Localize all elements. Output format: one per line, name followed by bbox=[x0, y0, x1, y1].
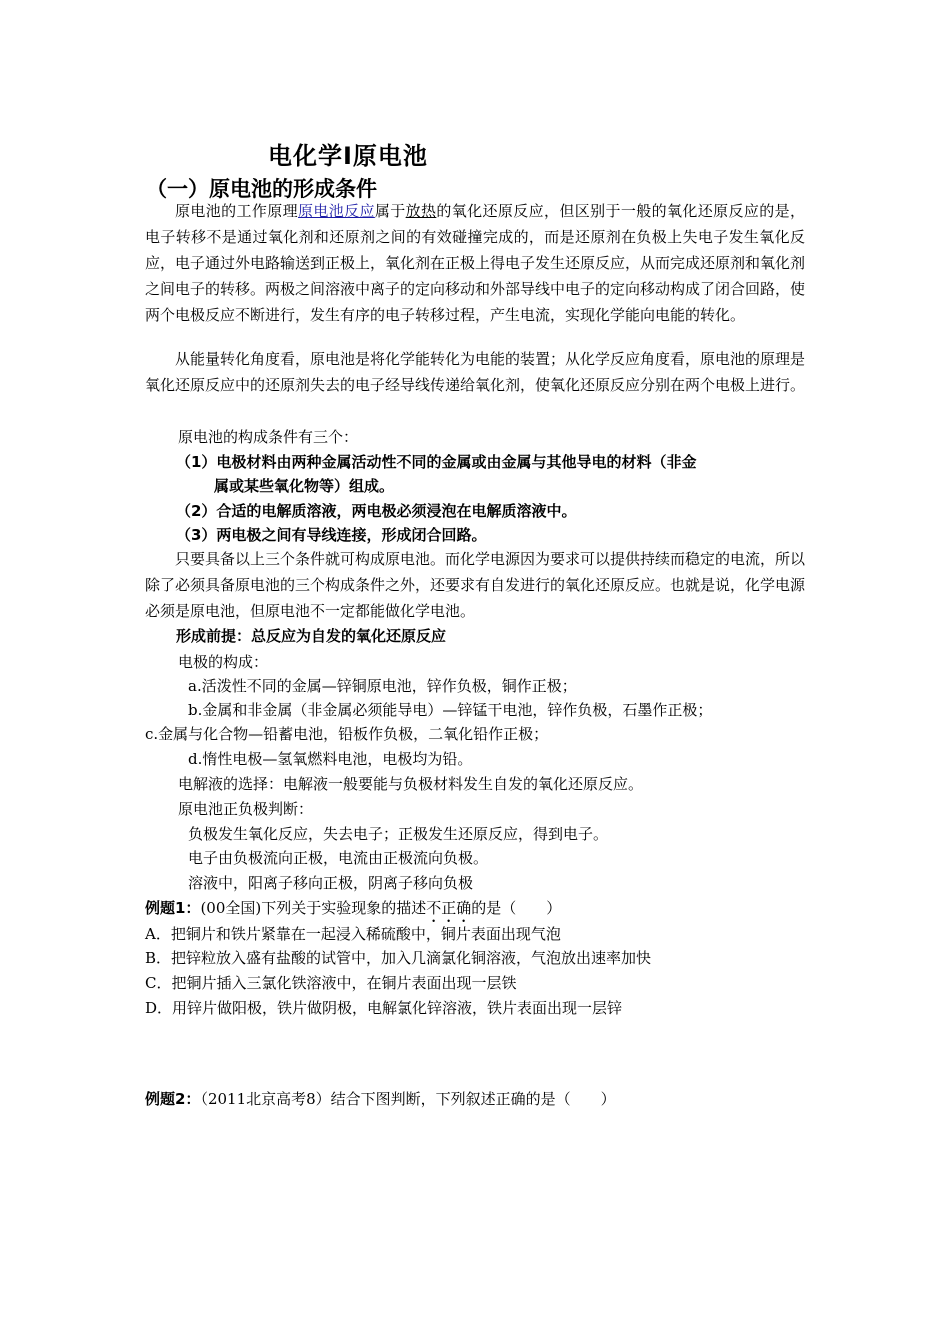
text-span: 原电池的工作原理 bbox=[175, 202, 298, 220]
judge-title: 原电池正负极判断： bbox=[178, 800, 314, 818]
example-1-label: 例题1： bbox=[145, 899, 201, 917]
emphasis-text: 不正确 bbox=[426, 899, 472, 917]
judge-item-3: 溶液中，阳离子移向正极，阴离子移向负极 bbox=[188, 874, 474, 892]
link-cell-reaction[interactable]: 原电池反应 bbox=[298, 202, 375, 220]
text-span: 的是（ ） bbox=[471, 899, 562, 917]
condition-1-line-2: 属或某些氧化物等）组成。 bbox=[214, 477, 395, 495]
section-heading: （一）原电池的形成条件 bbox=[146, 177, 377, 201]
underlined-term: 放热 bbox=[405, 202, 437, 220]
page-title: 电化学Ⅰ原电池 bbox=[268, 142, 428, 170]
text-span: （2011北京高考8）结合下图判断，下列叙述正确的是（ ） bbox=[200, 1090, 616, 1108]
formation-premise: 形成前提：总反应为自发的氧化还原反应 bbox=[176, 627, 447, 645]
paragraph-principle bbox=[145, 198, 805, 328]
electrode-item-c: c.金属与化合物—铅蓄电池，铅板作负极，二氧化铅作正极； bbox=[145, 725, 549, 743]
condition-3: （3）两电极之间有导线连接，形成闭合回路。 bbox=[176, 526, 487, 544]
judge-item-2: 电子由负极流向正极，电流由正极流向负极。 bbox=[188, 849, 489, 867]
example-1-option-c: C．把铜片插入三氯化铁溶液中，在铜片表面出现一层铁 bbox=[145, 974, 517, 992]
electrode-title: 电极的构成： bbox=[178, 653, 269, 671]
conditions-intro: 原电池的构成条件有三个： bbox=[178, 428, 359, 446]
paragraph-energy: 从能量转化角度看，原电池是将化学能转化为电能的装置；从化学反应角度看，原电池的原理是氧化还原反应中的还原剂失去的电子经导线传递给氧化剂，使氧化还原反应分别在两个电极上进行。 bbox=[145, 350, 806, 394]
judge-item-1: 负极发生氧化反应，失去电子；正极发生还原反应，得到电子。 bbox=[188, 825, 609, 843]
condition-1-line-1: （1）电极材料由两种金属活动性不同的金属或由金属与其他导电的材料（非金 bbox=[176, 453, 697, 471]
electrode-item-d: d.惰性电极—氢氧燃料电池，电极均为铅。 bbox=[188, 750, 473, 768]
text-span: (00全国)下列关于实验现象的描述 bbox=[200, 899, 427, 917]
paragraph-summary: 只要具备以上三个条件就可构成原电池。而化学电源因为要求可以提供持续而稳定的电流，所以除了必须具备原电池的三个构成条件之外，还要求有自发进行的氧化还原反应。也就是说，化学电源必须是原电池，但原电池不一定都能做化学电池。 bbox=[145, 550, 806, 620]
text-span: 的氧化还原反应，但区别于一般的氧化还原反应的是，电子转移不是通过氧化剂和还原剂之间的有效碰撞完成的，而是还原剂在负极上失电子发生氧化反应，电子通过外电路输送到正极上，氧化剂在正极上得电子发生还原反应，从而完成还原剂和氧化剂之间电子的转移。两极之间溶液中离子的定向移动和外部导线中电子的定向移动构成了闭合回路，使两个电极反应不断进行，发生有序的电子转移过程，产生电流，实现化学能向电能的转化。 bbox=[145, 202, 806, 324]
electrolyte-choice: 电解液的选择：电解液一般要能与负极材料发生自发的氧化还原反应。 bbox=[178, 775, 644, 793]
electrode-item-b: b.金属和非金属（非金属必须能导电）—锌锰干电池，锌作负极，石墨作正极； bbox=[188, 701, 713, 719]
condition-2: （2）合适的电解质溶液，两电极必须浸泡在电解质溶液中。 bbox=[176, 502, 577, 520]
text-span: 属于 bbox=[374, 202, 406, 220]
example-1-option-d: D．用锌片做阳极，铁片做阴极，电解氯化锌溶液，铁片表面出现一层锌 bbox=[145, 999, 623, 1017]
example-2-label: 例题2： bbox=[145, 1090, 201, 1108]
example-2-question bbox=[145, 1087, 616, 1111]
example-1-option-b: B．把锌粒放入盛有盐酸的试管中，加入几滴氯化铜溶液，气泡放出速率加快 bbox=[145, 949, 652, 967]
example-1-option-a: A．把铜片和铁片紧靠在一起浸入稀硫酸中，铜片表面出现气泡 bbox=[145, 925, 561, 943]
electrode-item-a: a.活泼性不同的金属—锌铜原电池，锌作负极，铜作正极； bbox=[188, 677, 577, 695]
